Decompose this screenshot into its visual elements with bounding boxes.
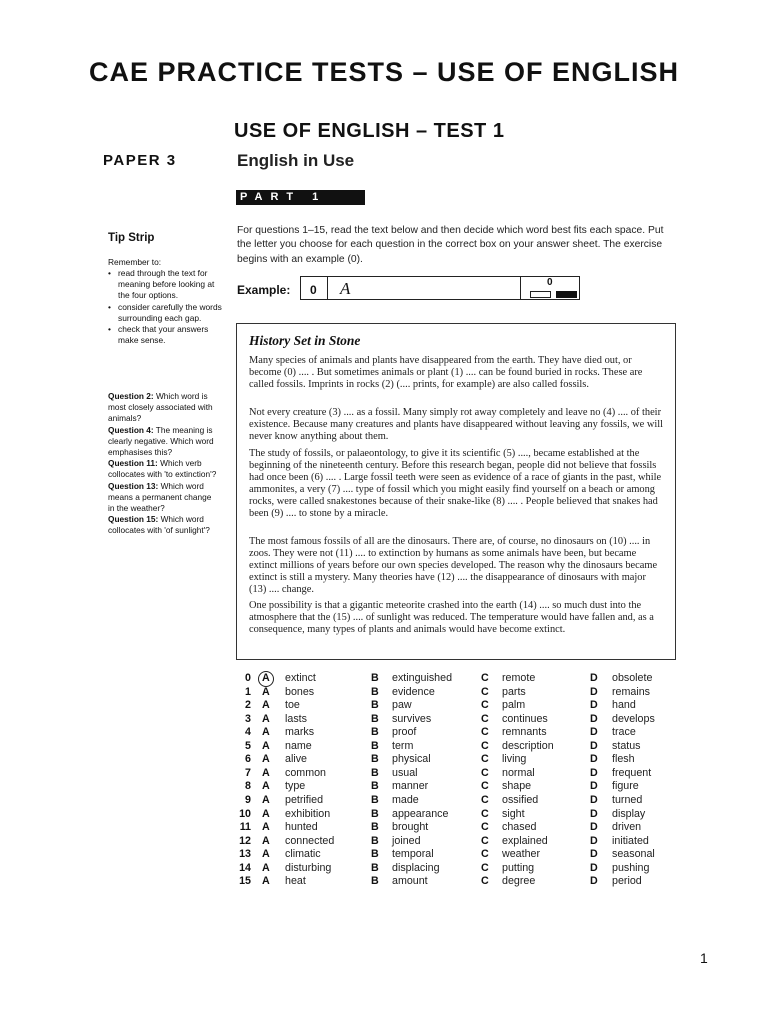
option-letter-a: A: [262, 780, 270, 793]
question-tip-text: The meaning is clearly negative. Which word emphasises this?: [108, 424, 214, 458]
option-c: sight: [502, 807, 525, 820]
option-d: frequent: [612, 766, 652, 779]
option-a: exhibition: [285, 807, 331, 820]
option-a: heat: [285, 875, 306, 888]
option-letter-b: B: [371, 699, 379, 712]
option-row: [225, 767, 675, 781]
passage-paragraph: The study of fossils, or palaeontology, to give it its scientific (5) ...., became established at the beginning of the nineteenth century. Before this research began, people did not believe that fossils had once been (6) .... . Large fossil teeth were seen as evidence of a race of giants in the past, while ammonites, a very (7) .... type of fossil which you might easily find yourself on a beach or among rocks, were called snakestones because of their snake-like (8) .... . People believed that snakes had been (9) .... to stone by a miracle.: [249, 448, 662, 519]
test-title: USE OF ENGLISH – TEST 1: [234, 120, 505, 142]
option-c: chased: [502, 821, 537, 834]
question-number: 10: [239, 807, 251, 820]
option-d: remains: [612, 685, 651, 698]
option-c: remote: [502, 672, 536, 684]
question-number: 3: [245, 712, 251, 725]
question-tip-text: Which word means a permanent change in the weather?: [108, 480, 212, 514]
option-row: [225, 753, 675, 767]
tip-item: • check that your answers make sense.: [108, 324, 223, 346]
question-number: 13: [239, 848, 251, 861]
question-number: 0: [245, 672, 251, 684]
option-row: [225, 808, 675, 822]
option-letter-b: B: [371, 712, 379, 725]
option-a: marks: [285, 726, 315, 739]
option-c: living: [502, 753, 527, 766]
option-letter-b: B: [371, 739, 379, 752]
option-letter-c: C: [481, 780, 489, 793]
option-c: explained: [502, 834, 548, 847]
option-d: hand: [612, 699, 636, 712]
option-a: name: [285, 739, 312, 752]
example-box-divider: [327, 276, 328, 300]
option-row: [225, 726, 675, 740]
option-row: [225, 848, 675, 862]
question-tip-text: Which word is most closely associated with animals?: [108, 391, 213, 424]
option-letter-d: D: [590, 875, 598, 888]
option-letter-d: D: [590, 685, 598, 698]
tip-item: • consider carefully the words surrounding each gap.: [108, 302, 223, 324]
option-letter-c: C: [481, 848, 489, 861]
option-letter-b: B: [371, 672, 379, 684]
option-row: [225, 862, 675, 876]
option-d: flesh: [612, 753, 635, 766]
option-letter-c: C: [481, 807, 489, 820]
question-tip-text: Which verb collocates with 'to extinction'?: [108, 458, 217, 480]
option-letter-b: B: [371, 834, 379, 847]
option-row: [225, 794, 675, 808]
option-a: extinct: [285, 672, 316, 684]
option-letter-a: A: [262, 766, 270, 779]
example-answer-letter: A: [340, 279, 351, 298]
option-letter-c: C: [481, 699, 489, 712]
question-number: 8: [245, 780, 251, 793]
option-b: survives: [392, 712, 432, 725]
option-letter-d: D: [590, 848, 598, 861]
option-letter-d: D: [590, 793, 598, 806]
option-row: [225, 875, 675, 889]
option-letter-d: D: [590, 726, 598, 739]
option-letter-a: A: [262, 753, 270, 766]
paper-label: PAPER 3: [103, 152, 177, 169]
option-letter-b: B: [371, 821, 379, 834]
option-d: turned: [612, 793, 643, 806]
question-number: 7: [245, 766, 251, 779]
tip-strip-title: Tip Strip: [108, 232, 155, 244]
option-b: proof: [392, 726, 417, 739]
option-letter-a: A: [262, 861, 270, 874]
option-letter-b: B: [371, 766, 379, 779]
option-row: [225, 686, 675, 700]
option-a: climatic: [285, 848, 321, 861]
option-d: status: [612, 739, 641, 752]
option-letter-c: C: [481, 753, 489, 766]
option-letter-a: A: [262, 793, 270, 806]
question-number: 15: [239, 875, 251, 888]
option-row: [225, 713, 675, 727]
option-letter-a: A: [262, 848, 270, 861]
question-tip-text: Which word collocates with 'of sunlight'?: [108, 514, 210, 536]
option-b: made: [392, 793, 419, 806]
question-tip-label: Question 2:: [108, 391, 154, 401]
option-b: amount: [392, 875, 428, 888]
option-d: figure: [612, 780, 639, 793]
option-letter-b: B: [371, 685, 379, 698]
option-b: term: [392, 739, 414, 752]
option-c: ossified: [502, 793, 539, 806]
option-letter-d: D: [590, 834, 598, 847]
option-row: [225, 821, 675, 835]
question-number: 6: [245, 753, 251, 766]
option-letter-c: C: [481, 861, 489, 874]
option-letter-b: B: [371, 875, 379, 888]
option-letter-d: D: [590, 766, 598, 779]
option-c: palm: [502, 699, 526, 712]
question-number: 4: [245, 726, 251, 739]
option-letter-d: D: [590, 807, 598, 820]
option-c: weather: [502, 848, 541, 861]
option-a: lasts: [285, 712, 307, 725]
option-letter-a: A: [262, 712, 270, 725]
answer-sheet-filled-mark: [556, 291, 577, 298]
option-a: petrified: [285, 793, 324, 806]
option-letter-a: A: [262, 821, 270, 834]
example-box-divider: [520, 276, 521, 300]
example-label: Example:: [237, 283, 291, 297]
option-letter-a: A: [262, 685, 270, 698]
option-d: seasonal: [612, 848, 655, 861]
option-b: manner: [392, 780, 429, 793]
option-c: degree: [502, 875, 536, 888]
option-d: trace: [612, 726, 636, 739]
option-row: [225, 780, 675, 794]
option-d: driven: [612, 821, 642, 834]
option-b: paw: [392, 699, 412, 712]
option-letter-d: D: [590, 672, 598, 684]
question-tip-label: Question 4:: [108, 424, 154, 435]
option-d: display: [612, 807, 646, 820]
instructions: For questions 1–15, read the text below and then decide which word best fits each space. Put the letter you choose for each question in the correct box on your answer sheet. The exercise begins with an example (0).: [237, 225, 664, 265]
option-d: period: [612, 875, 642, 888]
option-letter-b: B: [371, 807, 379, 820]
option-letter-c: C: [481, 875, 489, 888]
example-number: 0: [310, 283, 317, 297]
paper-name: English in Use: [237, 151, 355, 170]
answer-sheet-number: 0: [547, 277, 553, 288]
option-c: remnants: [502, 726, 547, 739]
question-tip: [108, 391, 220, 425]
option-letter-c: C: [481, 672, 489, 684]
option-a: disturbing: [285, 861, 332, 874]
tip-strip-remember: Remember to:: [108, 257, 162, 267]
option-c: putting: [502, 861, 535, 874]
question-number: 5: [245, 739, 251, 752]
option-a: toe: [285, 699, 300, 712]
option-letter-d: D: [590, 753, 598, 766]
option-letter-c: C: [481, 739, 489, 752]
option-b: brought: [392, 821, 429, 834]
option-letter-a: A: [262, 807, 270, 820]
option-letter-b: B: [371, 793, 379, 806]
option-c: shape: [502, 780, 532, 793]
option-letter-c: C: [481, 712, 489, 725]
option-b: temporal: [392, 848, 434, 861]
option-letter-d: D: [590, 861, 598, 874]
option-letter-c: C: [481, 766, 489, 779]
page-number: 1: [700, 950, 708, 966]
option-letter-a: A: [262, 739, 270, 752]
option-letter-b: B: [371, 726, 379, 739]
passage-paragraph: Not every creature (3) .... as a fossil. Many simply rot away completely and leave no (4) .... of their existence. Because many creatures and plants have disappeared without leaving any fossils, we will never know anything about them.: [249, 407, 664, 442]
part-banner: PART 1: [236, 190, 365, 205]
option-d: develops: [612, 712, 655, 725]
option-letter-d: D: [590, 699, 598, 712]
question-tip-label: Question 15:: [108, 514, 159, 525]
option-letter-c: C: [481, 793, 489, 806]
tip-item: • read through the text for meaning before looking at the four options.: [108, 268, 223, 302]
option-row: [225, 672, 675, 686]
option-letter-d: D: [590, 739, 598, 752]
option-letter-d: D: [590, 821, 598, 834]
option-b: displacing: [392, 861, 440, 874]
option-b: evidence: [392, 685, 435, 698]
question-number: 14: [239, 861, 251, 874]
option-b: extinguished: [392, 672, 453, 684]
option-letter-c: C: [481, 834, 489, 847]
option-letter-c: C: [481, 821, 489, 834]
option-a: common: [285, 766, 326, 779]
option-b: joined: [392, 834, 421, 847]
option-row: [225, 699, 675, 713]
option-d: initiated: [612, 834, 649, 847]
option-letter-b: B: [371, 848, 379, 861]
option-c: description: [502, 739, 554, 752]
question-tip: [108, 481, 220, 515]
option-c: continues: [502, 712, 548, 725]
question-tip: [108, 514, 220, 536]
option-letter-b: B: [371, 753, 379, 766]
option-d: obsolete: [612, 672, 653, 684]
option-letter-a: A: [262, 672, 270, 684]
passage-paragraph: The most famous fossils of all are the dinosaurs. There are, of course, no dinosaurs on (10) .... in zoos. They were not (11) .... to extinction by humans as some animals have been, but became extinct millions of years before our own species developed. The reason why the dinosaurs became extinct is still a mystery. Many theories have (12) .... the disappearance of dinosaurs with major (13) .... change.: [249, 536, 658, 595]
option-letter-a: A: [262, 699, 270, 712]
question-number: 1: [245, 685, 251, 698]
option-b: usual: [392, 766, 418, 779]
tip-list: [108, 268, 223, 346]
question-tips: [108, 391, 220, 537]
option-letter-d: D: [590, 712, 598, 725]
question-tip: [108, 425, 220, 459]
question-tip-label: Question 13:: [108, 480, 159, 491]
question-number: 2: [245, 699, 251, 712]
option-b: appearance: [392, 807, 449, 820]
passage-title: History Set in Stone: [249, 333, 361, 348]
option-row: [225, 740, 675, 754]
page-title: CAE PRACTICE TESTS – USE OF ENGLISH: [88, 57, 680, 87]
option-letter-d: D: [590, 780, 598, 793]
option-a: bones: [285, 685, 315, 698]
question-number: 11: [239, 821, 251, 834]
option-b: physical: [392, 753, 431, 766]
option-letter-a: A: [262, 875, 270, 888]
option-letter-b: B: [371, 780, 379, 793]
passage-paragraph: One possibility is that a gigantic meteorite crashed into the earth (14) .... so much dust into the atmosphere that the (15) .... of sunlight was reduced. The temperature would have fallen and, as a consequence, many types of plants and animals would have become extinct.: [249, 600, 654, 635]
option-letter-c: C: [481, 685, 489, 698]
option-c: normal: [502, 766, 535, 779]
option-d: pushing: [612, 861, 650, 874]
option-a: hunted: [285, 821, 318, 834]
question-tip-label: Question 11:: [108, 458, 158, 469]
option-letter-b: B: [371, 861, 379, 874]
option-row: [225, 835, 675, 849]
passage-paragraph: Many species of animals and plants have disappeared from the earth. They have died out, or become (0) .... . But sometimes animals or plant (1) .... can be found buried in rocks. These are called fossils. Imprints in rocks (2) (.... prints, for example) are also called fossils.: [249, 355, 643, 390]
question-number: 12: [239, 834, 251, 847]
option-letter-a: A: [262, 726, 270, 739]
question-tip: [108, 458, 220, 480]
option-a: connected: [285, 834, 335, 847]
option-a: alive: [285, 753, 307, 766]
option-letter-c: C: [481, 726, 489, 739]
answer-sheet-empty-mark: [530, 291, 551, 298]
option-a: type: [285, 780, 306, 793]
option-c: parts: [502, 685, 526, 698]
question-number: 9: [245, 793, 251, 806]
option-letter-a: A: [262, 834, 270, 847]
